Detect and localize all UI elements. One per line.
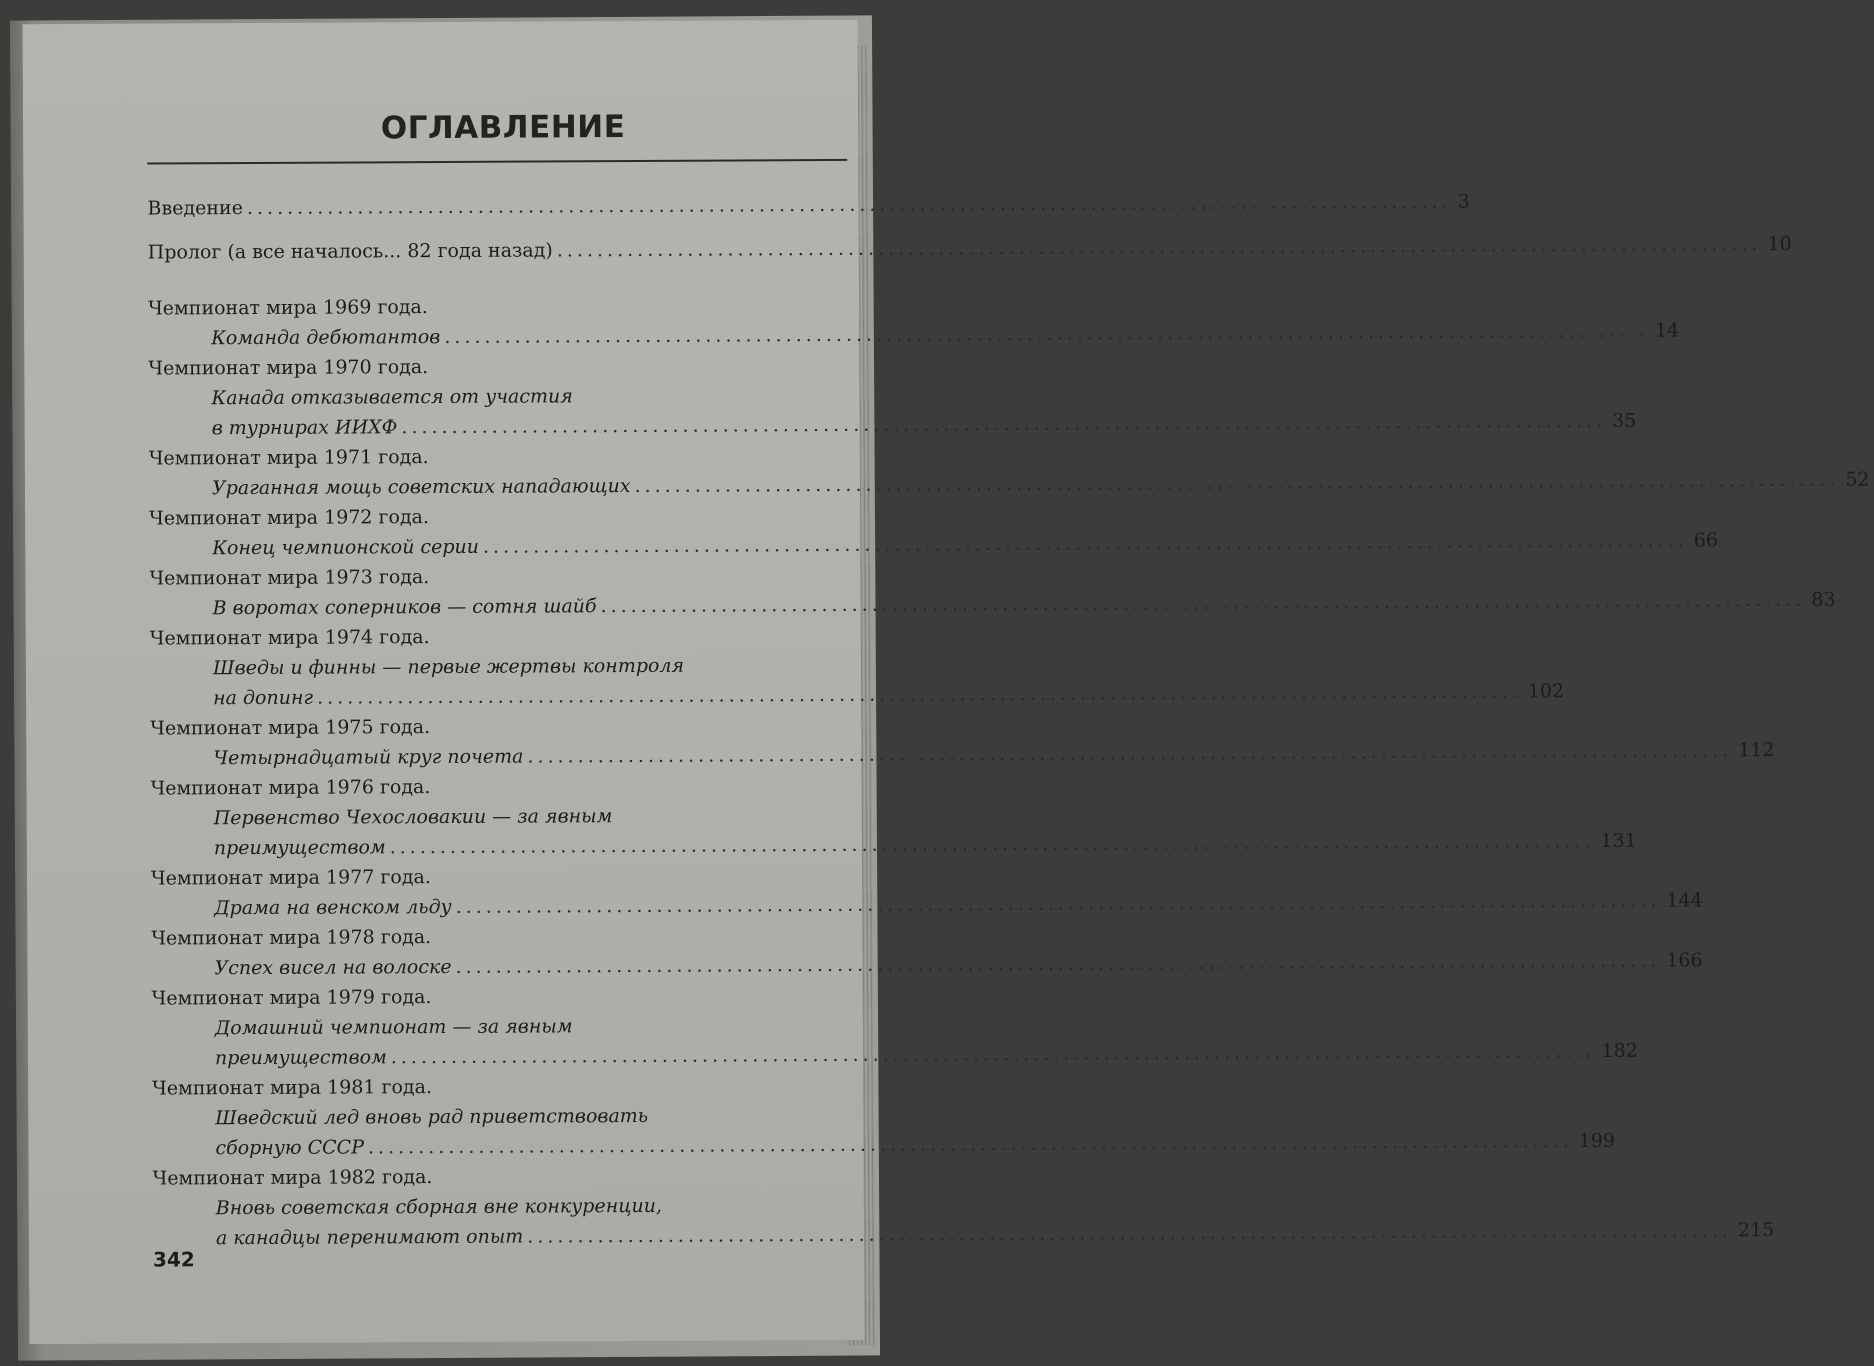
toc-entry-label: сборную СССР: [215, 1136, 365, 1160]
dot-leader: ........................................................................................................................: [527, 739, 1733, 768]
toc-chapter-title: [150, 588, 1836, 624]
title-rule: [147, 159, 847, 165]
toc-page-number: 131: [1600, 829, 1637, 852]
dot-leader: ........................................................................................................................: [455, 949, 1661, 978]
toc-page-number: 215: [1737, 1219, 1775, 1242]
toc-entry-label: Ураганная мощь советских нападающих: [211, 475, 631, 500]
toc-entry-label: Четырнадцатый круг почета: [213, 745, 524, 770]
toc-chapter-title: [149, 409, 1637, 444]
toc-page-number: 199: [1578, 1129, 1616, 1153]
toc-chapter-title: [152, 1039, 1638, 1074]
toc-chapter-title: [153, 1219, 1775, 1254]
toc-page-number: 166: [1666, 949, 1703, 972]
toc-entry-label: Успех висел на волоске: [214, 955, 452, 980]
toc-page-number: 83: [1811, 588, 1836, 611]
toc-chapter-title: [151, 829, 1637, 864]
toc-entry-label: в турнирах ИИХФ: [211, 416, 398, 440]
dot-leader: ........................................................................................................................: [556, 233, 1762, 262]
toc-entry-label: Пролог (а все началось... 82 года назад): [147, 239, 553, 264]
dot-leader: ........................................................................................................................: [401, 409, 1607, 439]
toc-page-number: 182: [1601, 1039, 1638, 1062]
toc-chapter-heading: Чемпионат мира 1970 года.: [148, 356, 429, 380]
toc-chapter-title: Канада отказывается от участия: [211, 385, 573, 410]
toc-entry-label: Конец чемпионской серии: [212, 535, 480, 560]
toc-entry-label: Введение: [147, 197, 243, 220]
toc-chapter-heading: Чемпионат мира 1974 года.: [149, 626, 430, 650]
toc-entry-prologue: [147, 232, 1792, 268]
toc-chapter-title: [151, 949, 1703, 984]
toc-entry-label: преимуществом: [214, 1046, 387, 1070]
toc-chapter-heading: Чемпионат мира 1976 года.: [150, 776, 431, 800]
toc-page-number: 14: [1655, 319, 1680, 342]
toc-page-number: 112: [1738, 739, 1775, 762]
dot-leader: ........................................................................................................................: [444, 319, 1650, 348]
toc-entry-intro: [147, 190, 1470, 224]
spacer: [148, 264, 850, 294]
toc-entry-label: на допинг: [213, 686, 314, 710]
toc-page-number: 10: [1767, 232, 1792, 256]
toc-entry-label: В воротах соперников — сотня шайб: [212, 595, 597, 620]
dot-leader: ........................................................................................................................: [390, 1039, 1596, 1069]
dot-leader: ........................................................................................................................: [389, 829, 1595, 859]
page-number: 342: [152, 1247, 195, 1272]
toc-page-number: 35: [1612, 409, 1637, 432]
toc-chapter-heading: Чемпионат мира 1978 года.: [151, 926, 432, 950]
table-of-contents: [147, 190, 1870, 1254]
toc-chapter-heading: Чемпионат мира 1972 года.: [149, 506, 430, 530]
toc-chapter-title: Первенство Чехословакии — за явным: [213, 805, 613, 830]
toc-chapter-title: Вновь советская сборная вне конкуренции,: [215, 1194, 663, 1220]
toc-chapter-heading: Чемпионат мира 1979 года.: [151, 986, 432, 1010]
toc-chapter-title: [149, 529, 1718, 564]
dot-leader: ........................................................................................................................: [600, 588, 1806, 618]
toc-entry-label: Команда дебютантов: [211, 326, 441, 350]
dot-leader: ........................................................................................................................: [316, 680, 1522, 709]
toc-chapter-heading: Чемпионат мира 1977 года.: [150, 866, 431, 890]
toc-chapter-heading: Чемпионат мира 1981 года.: [152, 1076, 433, 1100]
toc-chapter-title: [151, 889, 1703, 924]
toc-chapter-heading: Чемпионат мира 1973 года.: [149, 566, 430, 590]
toc-page-number: 102: [1527, 680, 1565, 703]
toc-chapter-title: [150, 680, 1565, 714]
toc-entry-label: Драма на венском льду: [214, 895, 452, 920]
toc-chapter-title: [150, 739, 1775, 774]
toc-chapter-title: [148, 319, 1680, 354]
dot-leader: ........................................................................................................................: [455, 889, 1661, 918]
toc-chapter-heading: Чемпионат мира 1969 года.: [147, 296, 428, 320]
toc-page-number: 144: [1666, 889, 1703, 912]
dot-leader: ........................................................................................................................: [527, 1219, 1733, 1248]
dot-leader: ........................................................................................................................: [482, 529, 1688, 558]
toc-entry-label: преимуществом: [213, 836, 386, 860]
toc-entry-label: а канадцы перенимают опыт: [215, 1225, 524, 1250]
toc-page-number: 3: [1457, 190, 1470, 213]
book-page: [23, 20, 1870, 1344]
toc-chapter-title: [149, 468, 1870, 504]
toc-chapter-title: Шведский лед вновь рад приветствовать: [215, 1104, 649, 1130]
toc-chapter-heading: Чемпионат мира 1975 года.: [150, 716, 431, 740]
toc-chapter-title: Домашний чемпионат — за явным: [214, 1015, 573, 1040]
page-title: ОГЛАВЛЕНИЕ: [380, 109, 626, 147]
toc-page-number: 66: [1693, 529, 1718, 552]
toc-chapter-heading: Чемпионат мира 1982 года.: [152, 1166, 433, 1190]
dot-leader: ........................................................................................................................: [246, 190, 1452, 220]
dot-leader: ........................................................................................................................: [367, 1130, 1573, 1159]
dot-leader: ........................................................................................................................: [634, 468, 1840, 497]
toc-page-number: 52: [1845, 468, 1870, 491]
toc-chapter-title: [152, 1129, 1616, 1164]
toc-chapter-title: Шведы и финны — первые жертвы контроля: [212, 654, 685, 680]
toc-chapter-heading: Чемпионат мира 1971 года.: [148, 446, 429, 470]
